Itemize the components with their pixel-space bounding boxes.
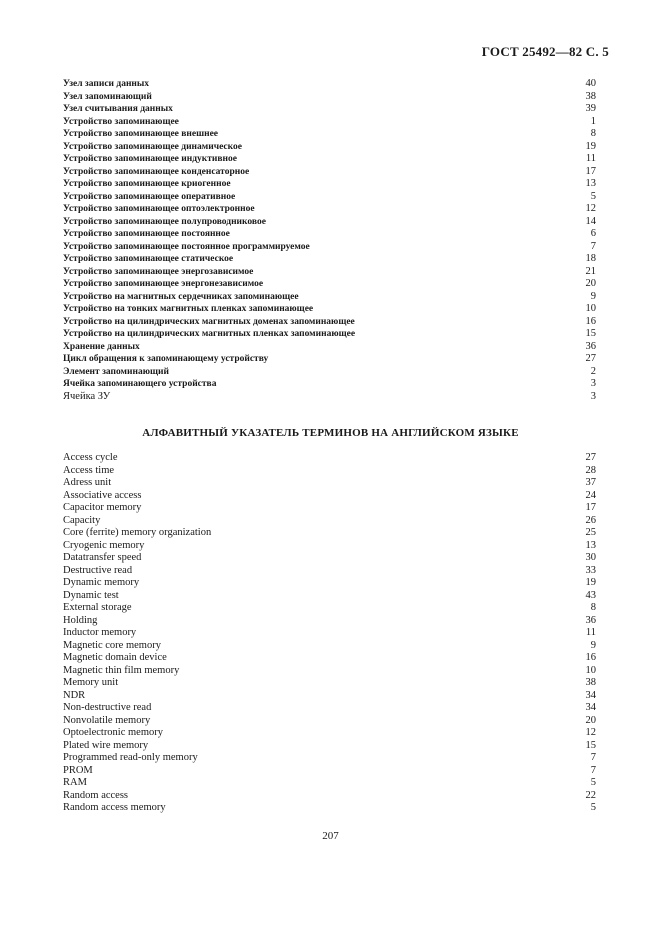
index-page-number: 16: [585, 652, 596, 663]
index-term: Associative access: [63, 489, 142, 501]
index-term: Узел записи данных: [63, 79, 150, 89]
index-page-number: 12: [585, 727, 596, 738]
russian-index-entry: [63, 353, 596, 366]
index-term: Устройство запоминающее энергонезависимое: [63, 279, 264, 289]
index-page-number: 13: [585, 539, 596, 551]
index-term: Magnetic core memory: [63, 639, 161, 651]
index-page-number: 13: [585, 178, 596, 189]
russian-index-entry: [63, 253, 596, 266]
index-page-number: 7: [590, 752, 596, 763]
index-term: Access cycle: [63, 452, 118, 463]
english-index-entry: [63, 565, 596, 578]
russian-index-entry: [63, 128, 596, 141]
index-term: Magnetic domain device: [63, 652, 167, 663]
index-term: Capacitor memory: [63, 502, 142, 513]
english-index-entry: [63, 640, 596, 653]
index-term: Plated wire memory: [63, 739, 149, 751]
index-page-number: 37: [585, 477, 596, 488]
index-term: PROM: [63, 764, 93, 776]
index-term: Хранение данных: [63, 341, 140, 352]
english-index-entry: [63, 465, 596, 478]
russian-index-entry: [63, 341, 596, 354]
index-term: Random access memory: [63, 802, 166, 813]
index-page-number: 17: [585, 165, 596, 177]
index-term: Устройство запоминающее внешнее: [63, 129, 219, 139]
english-index-entry: [63, 652, 596, 665]
index-page-number: 5: [590, 777, 596, 788]
index-term: Устройство на тонких магнитных пленках запоминающее: [63, 304, 314, 314]
index-page-number: 11: [585, 627, 596, 638]
index-term: Dynamic memory: [63, 577, 140, 588]
english-index-entry: [63, 590, 596, 603]
index-page-number: 28: [585, 464, 596, 476]
index-page-number: 30: [585, 552, 596, 563]
english-index-entry: [63, 765, 596, 778]
english-index-title: АЛФАВИТНЫЙ УКАЗАТЕЛЬ ТЕРМИНОВ НА АНГЛИЙСКОМ ЯЗЫКЕ: [142, 427, 519, 439]
index-page-number: 22: [585, 789, 596, 801]
index-term: NDR: [63, 689, 86, 701]
index-page-number: 1: [590, 115, 596, 127]
index-page-number: 5: [590, 802, 596, 813]
russian-index-entry: [63, 228, 596, 241]
index-term: Устройство запоминающее: [63, 116, 179, 127]
index-page-number: 9: [590, 290, 596, 302]
index-term: Устройство запоминающее оперативное: [63, 191, 236, 202]
english-index-entry: [63, 790, 596, 803]
english-index-entry: [63, 452, 596, 465]
index-term: External storage: [63, 602, 132, 613]
index-term: Capacity: [63, 514, 101, 526]
index-term: Dynamic test: [63, 589, 119, 601]
index-term: Ячейка запоминающего устройства: [63, 379, 217, 389]
index-term: Random access: [63, 789, 129, 801]
index-term: Magnetic thin film memory: [63, 664, 180, 676]
index-page-number: 5: [590, 190, 596, 202]
index-term: Узел считывания данных: [63, 104, 173, 114]
russian-index-entry: [63, 78, 596, 91]
index-term: Узел запоминающий: [63, 91, 152, 102]
index-page-number: 19: [585, 577, 596, 588]
index-page-number: 18: [585, 253, 596, 264]
index-page-number: 2: [590, 365, 596, 377]
index-page-number: 19: [585, 140, 596, 152]
english-index-entry: [63, 715, 596, 728]
russian-index-entry: [63, 378, 596, 391]
index-page-number: 33: [585, 564, 596, 576]
index-page-number: 10: [585, 664, 596, 676]
russian-index-entry: [63, 153, 596, 166]
english-index-entry: [63, 490, 596, 503]
english-index-entry: [63, 602, 596, 615]
russian-index-entry: [63, 166, 596, 179]
index-term: RAM: [63, 777, 87, 788]
english-index-entry: [63, 740, 596, 753]
index-page-number: 36: [585, 340, 596, 352]
index-term: Элемент запоминающий: [63, 366, 169, 377]
index-page-number: 6: [590, 228, 596, 239]
english-index-entry: [63, 677, 596, 690]
index-page-number: 27: [585, 452, 596, 463]
index-page-number: 20: [585, 278, 596, 289]
index-term: Устройство запоминающее конденсаторное: [63, 166, 250, 177]
index-term: Optoelectronic memory: [63, 727, 164, 738]
english-index-entry: [63, 690, 596, 703]
index-page-number: 20: [585, 714, 596, 726]
index-page-number: 15: [585, 328, 596, 339]
index-term: Non-destructive read: [63, 702, 152, 713]
english-index-entry: [63, 577, 596, 590]
index-term: Adress unit: [63, 477, 112, 488]
page-header-standard: ГОСТ 25492—82 С. 5: [481, 44, 609, 59]
russian-index-entry: [63, 216, 596, 229]
index-term: Nonvolatile memory: [63, 714, 151, 726]
english-index-entry: [63, 727, 596, 740]
index-page-number: 39: [585, 103, 596, 114]
english-term-index: [63, 452, 596, 815]
index-page-number: 24: [585, 489, 596, 501]
index-term: Устройство запоминающее индуктивное: [63, 154, 237, 164]
english-index-entry: [63, 702, 596, 715]
russian-index-entry: [63, 91, 596, 104]
russian-index-entry: [63, 141, 596, 154]
russian-index-entry: [63, 191, 596, 204]
page-number: 207: [322, 830, 339, 842]
russian-index-entry: [63, 103, 596, 116]
index-page-number: 16: [585, 315, 596, 327]
index-page-number: 34: [585, 702, 596, 713]
english-index-entry: [63, 527, 596, 540]
index-page-number: 26: [585, 514, 596, 526]
russian-index-entry: [63, 291, 596, 304]
index-term: Устройство запоминающее энергозависимое: [63, 266, 254, 277]
english-index-entry: [63, 627, 596, 640]
english-index-entry: [63, 515, 596, 528]
russian-index-entry: [63, 366, 596, 379]
russian-index-entry: [63, 278, 596, 291]
index-page-number: 25: [585, 527, 596, 538]
index-term: Устройство запоминающее полупроводниковое: [63, 216, 266, 227]
index-page-number: 43: [585, 589, 596, 601]
index-page-number: 9: [590, 639, 596, 651]
index-term: Ячейка ЗУ: [63, 390, 111, 402]
index-term: Memory unit: [63, 677, 119, 688]
index-page-number: 38: [585, 90, 596, 102]
russian-index-entry: [63, 116, 596, 129]
index-page-number: 27: [585, 353, 596, 364]
index-page-number: 15: [585, 739, 596, 751]
index-term: Cryogenic memory: [63, 539, 145, 551]
russian-term-index: [63, 78, 596, 403]
russian-index-entry: [63, 203, 596, 216]
russian-index-entry: [63, 316, 596, 329]
russian-index-entry: [63, 241, 596, 254]
index-term: Устройство запоминающее постоянное: [63, 229, 230, 239]
index-page-number: 7: [590, 764, 596, 776]
index-term: Programmed read-only memory: [63, 752, 198, 763]
index-page-number: 38: [585, 677, 596, 688]
russian-index-entry: [63, 178, 596, 191]
index-term: Устройство на магнитных сердечниках запоминающее: [63, 291, 299, 302]
english-index-entry: [63, 477, 596, 490]
index-term: Цикл обращения к запоминающему устройству: [63, 354, 269, 364]
index-term: Устройство запоминающее криогенное: [63, 179, 231, 189]
index-page-number: 12: [585, 203, 596, 214]
index-page-number: 36: [585, 614, 596, 626]
index-page-number: 7: [590, 240, 596, 252]
index-page-number: 34: [585, 689, 596, 701]
index-term: Устройство запоминающее динамическое: [63, 141, 242, 152]
index-term: Core (ferrite) memory organization: [63, 527, 212, 538]
index-term: Устройство запоминающее постоянное программируемое: [63, 241, 310, 252]
english-index-entry: [63, 615, 596, 628]
index-page-number: 21: [585, 265, 596, 277]
index-page-number: 14: [585, 215, 596, 227]
index-term: Holding: [63, 614, 98, 626]
english-index-entry: [63, 777, 596, 790]
english-index-entry: [63, 540, 596, 553]
index-term: Устройство на цилиндрических магнитных пленках запоминающее: [63, 329, 356, 339]
english-index-entry: [63, 552, 596, 565]
english-index-entry: [63, 752, 596, 765]
index-page-number: 3: [590, 390, 596, 402]
russian-index-entry: [63, 266, 596, 279]
index-page-number: 17: [585, 502, 596, 513]
index-term: Access time: [63, 464, 115, 476]
index-term: Устройство на цилиндрических магнитных доменах запоминающее: [63, 316, 355, 327]
index-page-number: 8: [590, 602, 596, 613]
english-index-entry: [63, 802, 596, 815]
russian-index-entry: [63, 303, 596, 316]
index-page-number: 3: [590, 378, 596, 389]
index-page-number: 40: [585, 78, 596, 89]
index-term: Устройство запоминающее статическое: [63, 254, 234, 264]
index-term: Inductor memory: [63, 627, 137, 638]
index-term: Destructive read: [63, 564, 133, 576]
index-term: Устройство запоминающее оптоэлектронное: [63, 204, 255, 214]
english-index-entry: [63, 665, 596, 678]
index-page-number: 11: [585, 153, 596, 164]
index-term: Datatransfer speed: [63, 552, 142, 563]
english-index-entry: [63, 502, 596, 515]
russian-index-entry: [63, 328, 596, 341]
russian-index-entry: [63, 391, 596, 404]
index-page-number: 10: [585, 303, 596, 314]
index-page-number: 8: [590, 128, 596, 139]
